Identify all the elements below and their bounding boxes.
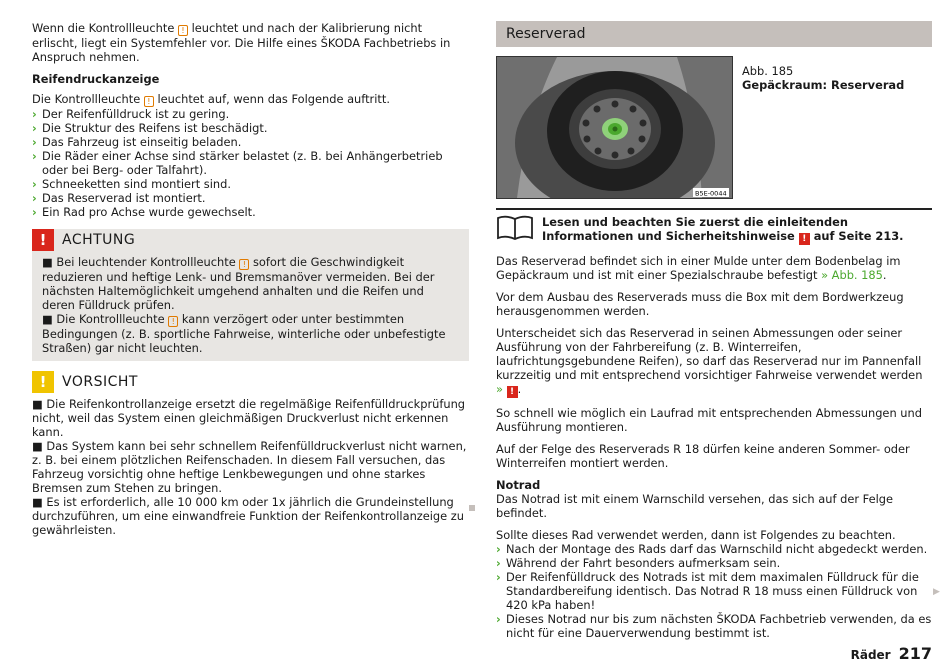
list-item: › Die Struktur des Reifens ist beschädigt. <box>32 121 268 135</box>
vorsicht-notice <box>32 371 469 537</box>
section-title: Reserverad <box>496 21 932 47</box>
achtung-title: ACHTUNG <box>62 232 136 248</box>
paragraph: Unterscheidet sich das Reserverad in seinen Abmessungen oder seiner Ausführung von der Fahrbereifung (z. B. Winterreifen, laufrichtungsgebundene Reifen), so darf das Reserverad nur im Pannenfall kurzzeitig und mit entsprechend vorsichtiger Fahrweise verwendet werden » ! . <box>496 326 923 397</box>
figure-number: Abb. 185 <box>742 64 794 78</box>
paragraph: Das Notrad ist mit einem Warnschild versehen, das sich auf der Felge befindet. <box>496 492 893 520</box>
list-item: › Der Reifenfülldruck des Notrads ist mit dem maximalen Fülldruck für die Standardbereifung identisch. Das Notrad R 18 muss einen Fülldruck von 420 kPa haben! <box>496 570 919 612</box>
paragraph: Auf der Felge des Reserverads R 18 dürfen keine anderen Sommer- oder Winterreifen montiert werden. <box>496 442 910 470</box>
vorsicht-item: ■ Es ist erforderlich, alle 10 000 km oder 1x jährlich die Grundeinstellung durchzuführen, um eine einwandfreie Funktion der Reifenkontrollanzeige zu gewährleisten. <box>32 495 464 537</box>
vorsicht-item: ■ Das System kann bei sehr schnellem Reifenfülldruckverlust nicht warnen, z. B. bei einem plötzlichen Reifenschaden. In diesem Fall versuchen, das Fahrzeug vorsichtig ohne heftige Lenkbewegungen und ohne starkes Bremsen zum Stehen zu bringen. <box>32 439 467 495</box>
list-item: › Dieses Notrad nur bis zum nächsten ŠKODA Fachbetrieb verwenden, da es nicht für eine Dauerverwendung bestimmt ist. <box>496 612 932 640</box>
list-item: › Der Reifenfülldruck ist zu gering. <box>32 107 230 121</box>
chevron-right-icon: › <box>496 556 501 570</box>
danger-icon: ! <box>507 386 518 398</box>
right-column <box>496 21 932 640</box>
page-footer <box>850 644 932 662</box>
list-item: › Nach der Montage des Rads darf das Warnschild nicht abgedeckt werden. <box>496 542 928 556</box>
chevron-right-icon: › <box>32 205 37 219</box>
figure-caption <box>742 64 904 199</box>
vorsicht-title: VORSICHT <box>62 374 138 390</box>
spare-wheel-illustration <box>497 57 732 198</box>
vorsicht-item: ■ Die Reifenkontrollanzeige ersetzt die regelmäßige Reifenfülldruckprüfung nicht, weil das System einen gleichmäßigen Druckverlust nicht erkennen kann. <box>32 397 466 439</box>
warning-reference-link[interactable]: » <box>496 382 503 396</box>
read-first-text: Lesen und beachten Sie zuerst die einleitenden Informationen und Sicherheitshinweise ! auf Seite 213. <box>542 215 904 244</box>
list-item: › Die Räder einer Achse sind stärker belastet (z. B. bei Anhängerbetrieb oder bei Berg- oder Talfahrt). <box>32 149 443 177</box>
tire-pressure-icon: ! <box>168 316 178 327</box>
achtung-header <box>32 229 469 251</box>
vorsicht-header <box>32 371 469 393</box>
achtung-body <box>32 255 469 355</box>
paragraph: Sollte dieses Rad verwendet werden, dann ist Folgendes zu beachten. <box>496 528 896 542</box>
continue-arrow-icon: ▶ <box>933 587 940 597</box>
danger-icon: ! <box>799 233 810 245</box>
achtung-item: ■ Bei leuchtender Kontrollleuchte ! sofort die Geschwindigkeit reduzieren und heftige Lenk- und Bremsmanöver vermeiden. Bei der nächsten Haltemöglichkeit umgehend anhalten und die Reifen und deren Fülldruck prüfen. <box>42 255 435 312</box>
intro-paragraph: Wenn die Kontrollleuchte ! leuchtet und nach der Kalibrierung nicht erlischt, liegt ein Systemfehler vor. Die Hilfe eines ŠKODA Fachbetriebs in Anspruch nehmen. <box>32 21 451 64</box>
subintro-paragraph: Die Kontrollleuchte ! leuchtet auf, wenn das Folgende auftritt. <box>32 92 390 106</box>
condition-list <box>32 107 469 219</box>
list-item: › Ein Rad pro Achse wurde gewechselt. <box>32 205 256 219</box>
section-end-marker <box>469 505 475 511</box>
notrad-list <box>496 542 932 640</box>
caution-icon: ! <box>32 371 54 393</box>
list-item: › Das Reserverad ist montiert. <box>32 191 206 205</box>
tire-pressure-icon: ! <box>178 25 188 36</box>
chevron-right-icon: › <box>32 135 37 149</box>
chevron-right-icon: › <box>32 149 37 163</box>
figure-reference-link[interactable]: » Abb. 185 <box>821 268 883 282</box>
chevron-right-icon: › <box>32 107 37 121</box>
danger-icon: ! <box>32 229 54 251</box>
achtung-warning-box <box>32 229 469 361</box>
figure-title: Gepäckraum: Reserverad <box>742 78 905 92</box>
list-item: › Während der Fahrt besonders aufmerksam sein. <box>496 556 781 570</box>
spare-wheel-image <box>496 56 733 199</box>
paragraph: Vor dem Ausbau des Reserverads muss die Box mit dem Bordwerkzeug herausgenommen werden. <box>496 290 904 318</box>
subheading-reifendruckanzeige: Reifendruckanzeige <box>32 72 160 86</box>
list-item: › Schneeketten sind montiert sind. <box>32 177 231 191</box>
chevron-right-icon: › <box>32 177 37 191</box>
chevron-right-icon: › <box>32 121 37 135</box>
page-number: 217 <box>898 644 932 662</box>
paragraph: So schnell wie möglich ein Laufrad mit entsprechenden Abmessungen und Ausführung montieren. <box>496 406 922 434</box>
chevron-right-icon: › <box>496 570 501 584</box>
chevron-right-icon: › <box>496 542 501 556</box>
list-item: › Das Fahrzeug ist einseitig beladen. <box>32 135 242 149</box>
figure <box>496 56 932 199</box>
read-first-notice <box>496 208 932 245</box>
open-book-icon <box>496 215 534 241</box>
footer-section-name: Räder <box>850 648 891 662</box>
paragraph: Das Reserverad befindet sich in einer Mulde unter dem Bodenbelag im Gepäckraum und ist mit einer Spezialschraube befestigt » Abb. 185. <box>496 254 901 282</box>
chevron-right-icon: › <box>32 191 37 205</box>
tire-pressure-icon: ! <box>239 259 249 270</box>
subheading-notrad: Notrad <box>496 478 541 492</box>
left-column <box>32 21 469 537</box>
figure-code: B5E-0044 <box>695 189 727 198</box>
achtung-item: ■ Die Kontrollleuchte ! kann verzögert oder unter bestimmten Bedingungen (z. B. sportliche Fahrweise, winterliche oder unbefestigte Straßen) gar nicht leuchten. <box>42 312 446 355</box>
tire-pressure-icon: ! <box>144 96 154 107</box>
chevron-right-icon: › <box>496 612 501 626</box>
